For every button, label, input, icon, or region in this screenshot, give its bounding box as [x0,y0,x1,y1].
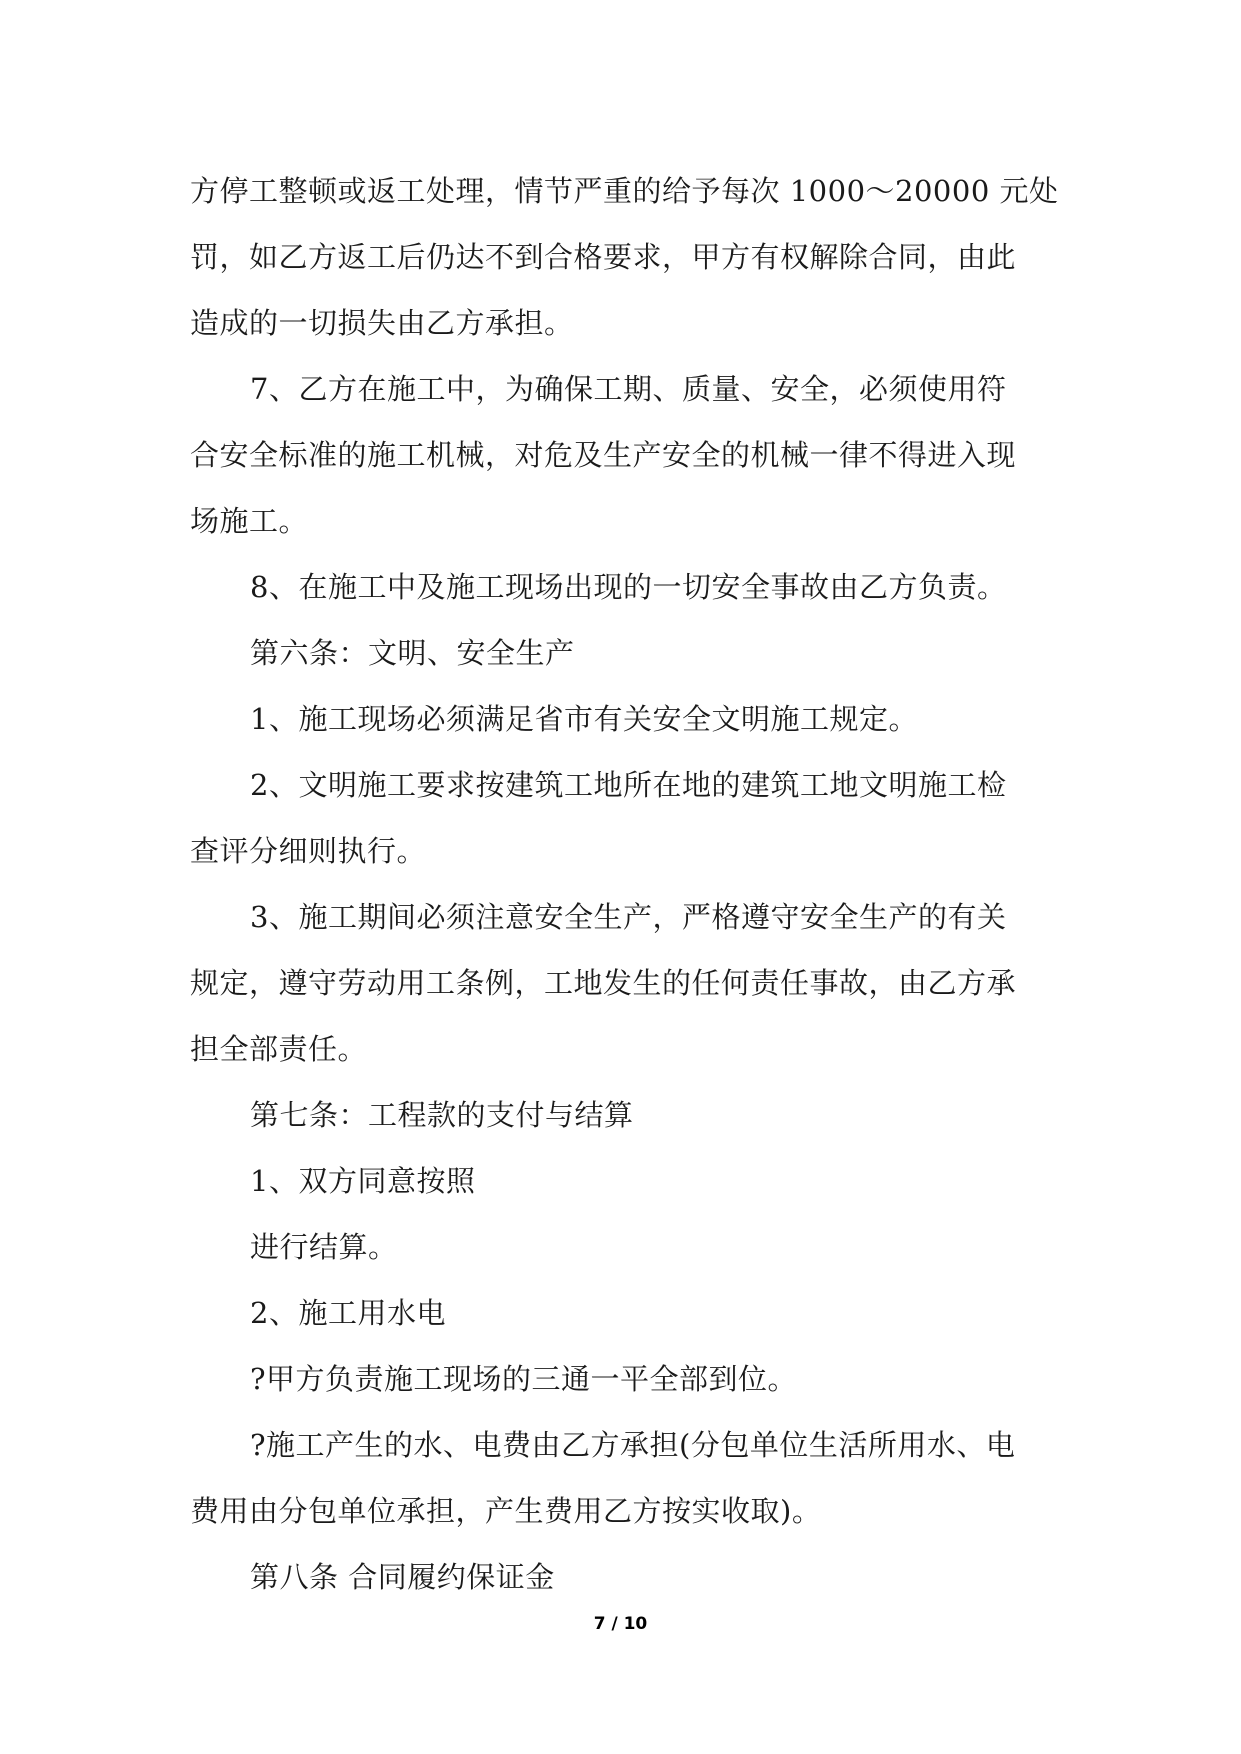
article-6-heading: 第六条：文明、安全生产 [250,636,575,670]
page-number: 7 / 10 [593,1614,648,1634]
article-7-item-2: 2、施工用水电 [250,1296,446,1330]
article-6-item-1: 1、施工现场必须满足省市有关安全文明施工规定。 [250,702,918,736]
article-6-item-3-line-3: 担全部责任。 [190,1032,368,1066]
clause-7-line-3: 场施工。 [190,504,309,538]
clause-8: 8、在施工中及施工现场出现的一切安全事故由乙方负责。 [250,570,1007,604]
clause-7-line-1: 7、乙方在施工中，为确保工期、质量、安全，必须使用符 [250,372,1007,406]
article-6-item-3-line-2: 规定，遵守劳动用工条例，工地发生的任何责任事故，由乙方承 [190,966,1017,1000]
text-line-3: 造成的一切损失由乙方承担。 [190,306,574,340]
article-7-item-1-line-2: 进行结算。 [250,1230,398,1264]
article-7-item-1-line-1: 1、双方同意按照 [250,1164,476,1198]
article-6-item-2-line-2: 查评分细则执行。 [190,834,427,868]
article-7-item-2-sub-2-line-1: ?施工产生的水、电费由乙方承担(分包单位生活所用水、电 [250,1428,1016,1462]
article-8-heading: 第八条 合同履约保证金 [250,1560,555,1594]
document-body [190,158,1060,1610]
clause-7-line-2: 合安全标准的施工机械，对危及生产安全的机械一律不得进入现 [190,438,1017,472]
text-line-1: 方停工整顿或返工处理，情节严重的给予每次 1000～20000 元处 [190,174,1059,208]
text-line-2: 罚，如乙方返工后仍达不到合格要求，甲方有权解除合同，由此 [190,240,1017,274]
article-7-item-2-sub-2-line-2: 费用由分包单位承担，产生费用乙方按实收取)。 [190,1494,822,1528]
article-6-item-3-line-1: 3、施工期间必须注意安全生产，严格遵守安全生产的有关 [250,900,1007,934]
article-7-item-2-sub-1: ?甲方负责施工现场的三通一平全部到位。 [250,1362,798,1396]
article-7-heading: 第七条：工程款的支付与结算 [250,1098,634,1132]
article-6-item-2-line-1: 2、文明施工要求按建筑工地所在地的建筑工地文明施工检 [250,768,1007,802]
